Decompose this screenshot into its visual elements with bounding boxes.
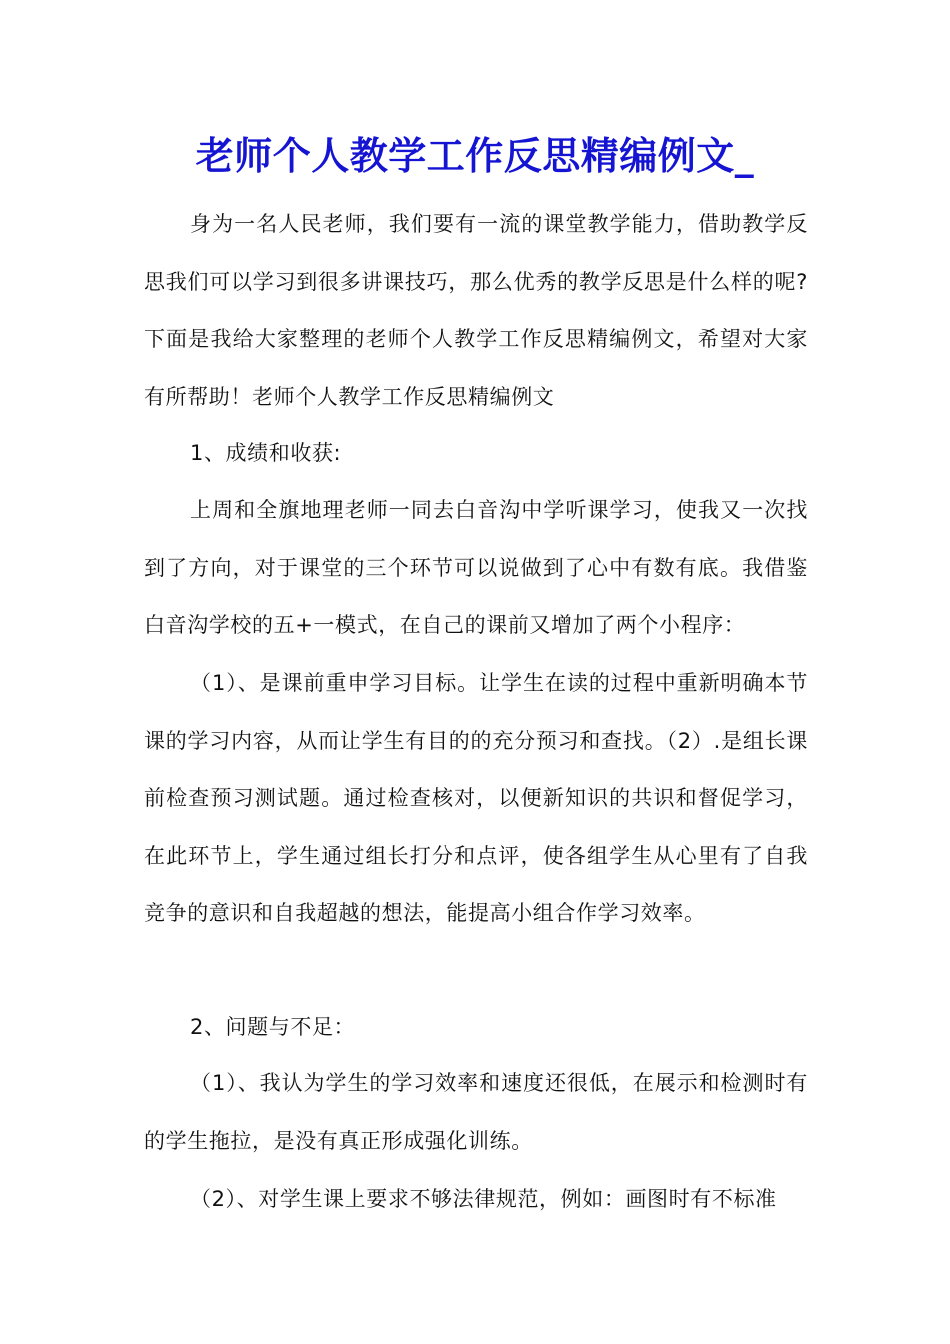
body-paragraph: 上周和全旗地理老师一同去白音沟中学听课学习，使我又一次找到了方向，对于课堂的三个环节可以说做到了心中有数有底。我借鉴白音沟学校的五+一模式，在自己的课前又增加了两个小程序： (144, 498, 808, 637)
section-heading-achievements: 1、成绩和收获: (190, 441, 342, 465)
body-paragraph: （2）、对学生课上要求不够法律规范，例如：画图时有不标准 (190, 1187, 777, 1211)
body-paragraph: （1）、是课前重申学习目标。让学生在读的过程中重新明确本节课的学习内容，从而让学生有目的的充分预习和查找。（2）.是组长课前检查预习测试题。通过检查核对，以便新知识的共识和督促学习，在此环节上，学生通过组长打分和点评，使各组学生从心里有了自我竞争的意识和自我超越的想法，能提高小组合作学习效率。 (144, 671, 808, 925)
section-heading-problems: 2、问题与不足： (190, 1015, 356, 1039)
document-title: 老师个人教学工作反思精编例文_ (195, 133, 755, 178)
body-paragraph: （1）、我认为学生的学习效率和速度还很低，在展示和检测时有的学生拖拉，是没有真正形成强化训练。 (144, 1071, 808, 1153)
intro-paragraph: 身为一名人民老师，我们要有一流的课堂教学能力，借助教学反思我们可以学习到很多讲课技巧，那么优秀的教学反思是什么样的呢?下面是我给大家整理的老师个人教学工作反思精编例文，希望对大家有所帮助！老师个人教学工作反思精编例文 (144, 212, 808, 409)
